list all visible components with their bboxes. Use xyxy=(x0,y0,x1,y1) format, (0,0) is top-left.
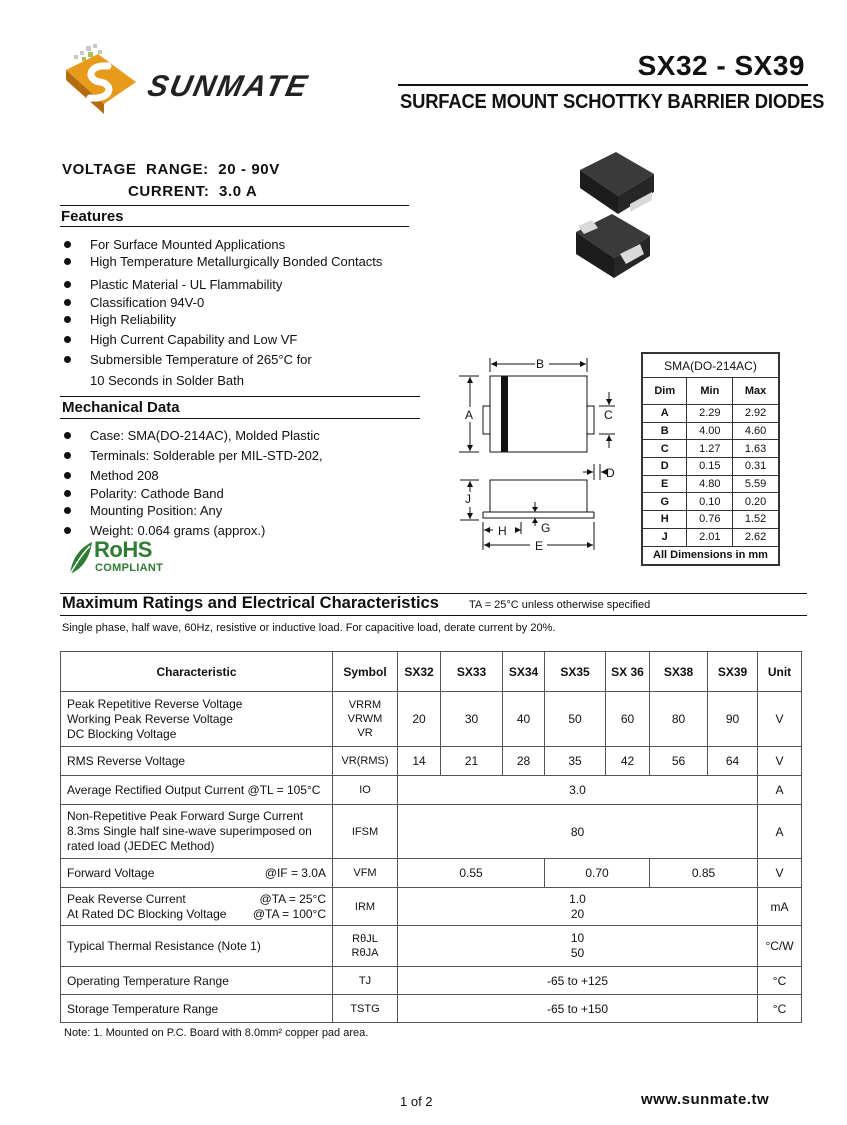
voltage-range: VOLTAGE RANGE: 20 - 90V xyxy=(62,161,280,178)
table-row: Forward Voltage @IF = 3.0A VFM 0.55 0.70 0.85 V xyxy=(61,859,802,888)
bullet-icon xyxy=(64,258,71,265)
bullet-icon xyxy=(64,452,71,459)
dim-label-c: C xyxy=(604,408,613,422)
sx32-header: SX32 xyxy=(398,652,441,692)
mechanical-heading: Mechanical Data xyxy=(62,399,180,416)
mechanical-item: Polarity: Cathode Band xyxy=(90,486,224,501)
bullet-icon xyxy=(64,507,71,514)
table-row: B 4.00 4.60 xyxy=(643,422,779,440)
features-rule-bottom xyxy=(60,226,409,227)
table-row: Peak Repetitive Reverse Voltage Working Peak Reverse Voltage DC Blocking Voltage VRRM VRWM VR 20 30 40 50 60 80 90 V xyxy=(61,692,802,747)
rohs-badge xyxy=(66,537,176,576)
ratings-rule-top xyxy=(60,593,807,594)
bullet-icon xyxy=(64,241,71,248)
mechanical-rule-top xyxy=(60,396,420,397)
sx34-header: SX34 xyxy=(503,652,545,692)
bullet-icon xyxy=(64,281,71,288)
sx35-header: SX35 xyxy=(545,652,606,692)
logo-icon xyxy=(58,42,148,122)
bullet-icon xyxy=(64,316,71,323)
table-row: Non-Repetitive Peak Forward Surge Current 8.3ms Single half sine-wave superimposed on rated load (JEDEC Method) IFSM 80 A xyxy=(61,805,802,859)
feature-item: High Reliability xyxy=(90,312,176,327)
table-row: D 0.15 0.31 xyxy=(643,458,779,476)
ratings-heading: Maximum Ratings and Electrical Characteristics xyxy=(62,594,439,612)
dim-col-header: Dim xyxy=(643,378,687,405)
max-col-header: Max xyxy=(733,378,779,405)
dim-label-e: E xyxy=(535,539,544,553)
dim-label-g: G xyxy=(541,521,551,535)
mechanical-rule-bottom xyxy=(60,418,420,419)
feature-item-continued: 10 Seconds in Solder Bath xyxy=(90,373,244,388)
mechanical-item: Case: SMA(DO-214AC), Molded Plastic xyxy=(90,428,320,443)
symbol-header: Symbol xyxy=(333,652,398,692)
dim-label-j: J xyxy=(465,492,471,506)
ratings-rule xyxy=(60,615,807,616)
page-number: 1 of 2 xyxy=(400,1094,433,1109)
table-row: C 1.27 1.63 xyxy=(643,440,779,458)
product-subtitle: SURFACE MOUNT SCHOTTKY BARRIER DIODES xyxy=(400,91,825,113)
dim-label-d: D xyxy=(606,466,615,480)
rohs-label: RoHS xyxy=(94,537,152,562)
dimensions-caption: SMA(DO-214AC) xyxy=(643,354,779,378)
bullet-icon xyxy=(64,356,71,363)
table-row: Typical Thermal Resistance (Note 1) RθJL RθJA 10 50 °C/W xyxy=(61,926,802,967)
mechanical-item: Weight: 0.064 grams (approx.) xyxy=(90,523,265,538)
leaf-icon xyxy=(66,540,94,576)
ratings-condition: TA = 25°C unless otherwise specified xyxy=(469,599,651,611)
dim-label-h: H xyxy=(498,524,507,538)
feature-item: High Temperature Metallurgically Bonded Contacts xyxy=(90,254,382,269)
table-row: A 2.29 2.92 xyxy=(643,405,779,423)
bullet-icon xyxy=(64,299,71,306)
table-row: J 2.01 2.62 xyxy=(643,528,779,546)
table-row: Peak Reverse Current @TA = 25°C At Rated DC Blocking Voltage @TA = 100°C IRM 1.0 20 mA xyxy=(61,888,802,926)
package-outline-drawing xyxy=(455,352,635,557)
sx33-header: SX33 xyxy=(441,652,503,692)
ratings-table xyxy=(60,651,801,1023)
title-divider xyxy=(398,84,808,86)
dim-label-b: B xyxy=(536,357,545,371)
sx39-header: SX39 xyxy=(708,652,758,692)
mechanical-item: Mounting Position: Any xyxy=(90,503,222,518)
bullet-icon xyxy=(64,336,71,343)
footnote: Note: 1. Mounted on P.C. Board with 8.0mm² copper pad area. xyxy=(64,1027,369,1039)
website-link[interactable]: www.sunmate.tw xyxy=(641,1091,770,1108)
characteristic-header: Characteristic xyxy=(61,652,333,692)
feature-item: Classification 94V-0 xyxy=(90,295,204,310)
rohs-compliant-label: COMPLIANT xyxy=(95,562,164,574)
mechanical-item: Method 208 xyxy=(90,468,159,483)
table-row: Storage Temperature Range TSTG -65 to +150 °C xyxy=(61,995,802,1023)
features-rule-top xyxy=(60,205,409,206)
table-row: H 0.76 1.52 xyxy=(643,511,779,529)
feature-item: For Surface Mounted Applications xyxy=(90,237,285,252)
unit-header: Unit xyxy=(758,652,802,692)
dim-label-a: A xyxy=(465,408,474,422)
table-row: Average Rectified Output Current @TL = 105°C IO 3.0 A xyxy=(61,776,802,805)
dimensions-footer: All Dimensions in mm xyxy=(643,546,779,564)
table-row: RMS Reverse Voltage VR(RMS) 14 21 28 35 42 56 64 V xyxy=(61,747,802,776)
bullet-icon xyxy=(64,472,71,479)
ratings-note: Single phase, half wave, 60Hz, resistive or inductive load. For capacitive load, derate current by 20%. xyxy=(62,622,556,634)
features-heading: Features xyxy=(61,208,124,225)
current-rating: CURRENT: 3.0 A xyxy=(128,183,258,200)
sx38-header: SX38 xyxy=(650,652,708,692)
package-photo xyxy=(568,150,664,285)
brand-name: SUNMATE xyxy=(144,70,312,103)
sx36-header: SX 36 xyxy=(606,652,650,692)
feature-item: High Current Capability and Low VF xyxy=(90,332,297,347)
feature-item: Plastic Material - UL Flammability xyxy=(90,277,282,292)
mechanical-item: Terminals: Solderable per MIL-STD-202, xyxy=(90,448,323,463)
table-row: G 0.10 0.20 xyxy=(643,493,779,511)
bullet-icon xyxy=(64,527,71,534)
part-range-title: SX32 - SX39 xyxy=(637,50,805,81)
min-col-header: Min xyxy=(687,378,733,405)
bullet-icon xyxy=(64,490,71,497)
dimensions-table xyxy=(641,352,780,566)
table-row: E 4.80 5.59 xyxy=(643,475,779,493)
bullet-icon xyxy=(64,432,71,439)
feature-item: Submersible Temperature of 265°C for xyxy=(90,352,312,367)
table-header-row xyxy=(61,652,802,692)
table-row: Operating Temperature Range TJ -65 to +125 °C xyxy=(61,967,802,995)
